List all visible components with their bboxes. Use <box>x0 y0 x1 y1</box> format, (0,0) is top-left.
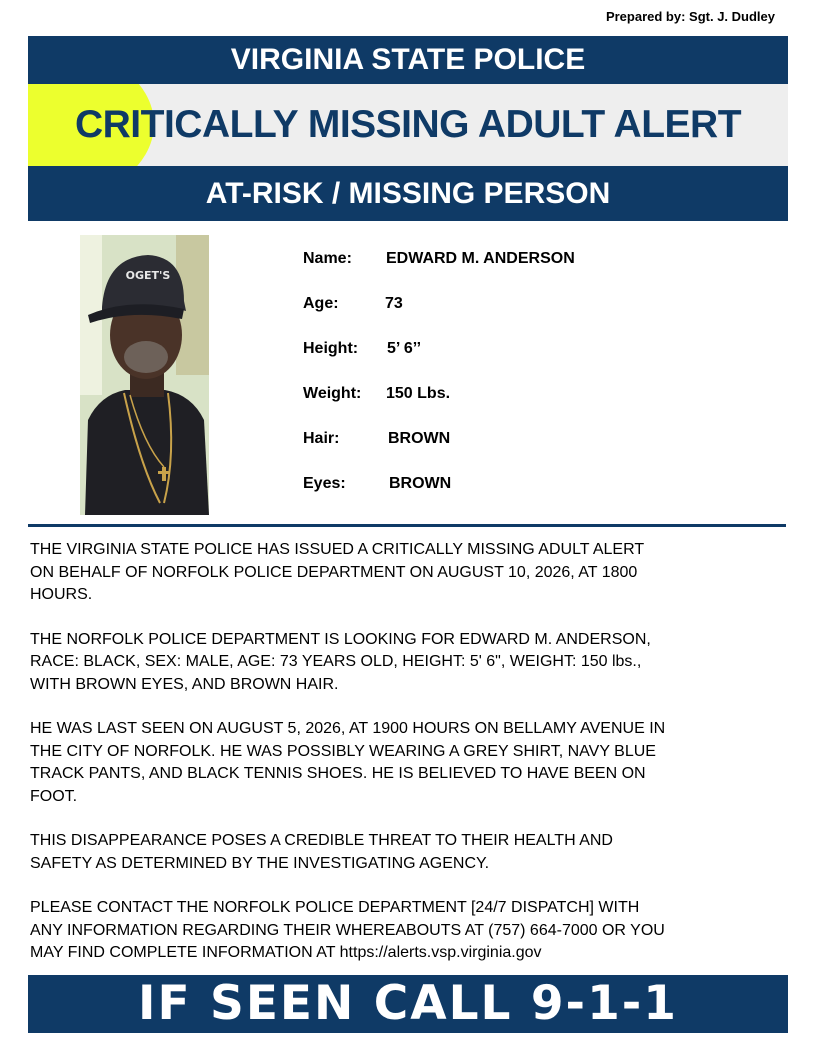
prepared-by: Prepared by: Sgt. J. Dudley <box>605 9 775 24</box>
height-label: Height: <box>303 340 359 357</box>
section-divider <box>28 524 786 527</box>
person-silhouette <box>80 235 209 515</box>
body-paragraph-threat: THIS DISAPPEARANCE POSES A CREDIBLE THREAT TO THEIR HEALTH AND SAFETY AS DETERMINED BY THE INVESTIGATING AGENCY. <box>30 832 613 872</box>
age-value: 73 <box>385 295 403 312</box>
call-911-banner: IF SEEN CALL 9-1-1 <box>28 975 788 1033</box>
name-value: EDWARD M. ANDERSON <box>386 250 575 267</box>
alert-title: CRITICALLY MISSING ADULT ALERT <box>74 103 742 146</box>
body-paragraph-last-seen: HE WAS LAST SEEN ON AUGUST 5, 2026, AT 1900 HOURS ON BELLAMY AVENUE IN THE CITY OF NORFOLK. HE WAS POSSIBLY WEARING A GREY SHIRT, NAVY BLUE TRACK PANTS, AND BLACK TENNIS SHOES. HE IS BELIEVED TO HAVE BEEN ON FOOT. <box>30 720 666 805</box>
weight-label: Weight: <box>303 385 362 402</box>
height-value: 5’ 6’’ <box>387 340 422 357</box>
alert-banner <box>28 84 788 166</box>
name-label: Name: <box>303 250 352 267</box>
hair-value: BROWN <box>388 430 451 447</box>
eyes-value: BROWN <box>389 475 452 492</box>
subtitle-banner: AT-RISK / MISSING PERSON <box>28 166 788 221</box>
cap-logo-text: OGET'S <box>125 269 171 282</box>
age-label: Age: <box>303 295 339 312</box>
body-paragraph-description: THE NORFOLK POLICE DEPARTMENT IS LOOKING FOR EDWARD M. ANDERSON, RACE: BLACK, SEX: MALE, AGE: 73 YEARS OLD, HEIGHT: 5' 6", WEIGHT: 150 lbs., WITH BROWN EYES, AND BROWN HAIR. <box>30 630 651 693</box>
body-paragraph-contact: PLEASE CONTACT THE NORFOLK POLICE DEPARTMENT [24/7 DISPATCH] WITH ANY INFORMATION REGARDING THEIR WHEREABOUTS AT (757) 664-7000 OR YOU MAY FIND COMPLETE INFORMATION AT https://alerts.vsp.virginia.gov <box>30 899 665 961</box>
alert-body <box>30 539 790 987</box>
eyes-label: Eyes: <box>303 475 346 492</box>
body-paragraph-issued: THE VIRGINIA STATE POLICE HAS ISSUED A CRITICALLY MISSING ADULT ALERT ON BEHALF OF NORFOLK POLICE DEPARTMENT ON AUGUST 10, 2026, AT 1800 HOURS. <box>30 541 645 603</box>
agency-banner: VIRGINIA STATE POLICE <box>28 36 788 84</box>
weight-value: 150 Lbs. <box>386 385 451 402</box>
missing-person-photo <box>80 235 209 515</box>
hair-label: Hair: <box>303 430 340 447</box>
